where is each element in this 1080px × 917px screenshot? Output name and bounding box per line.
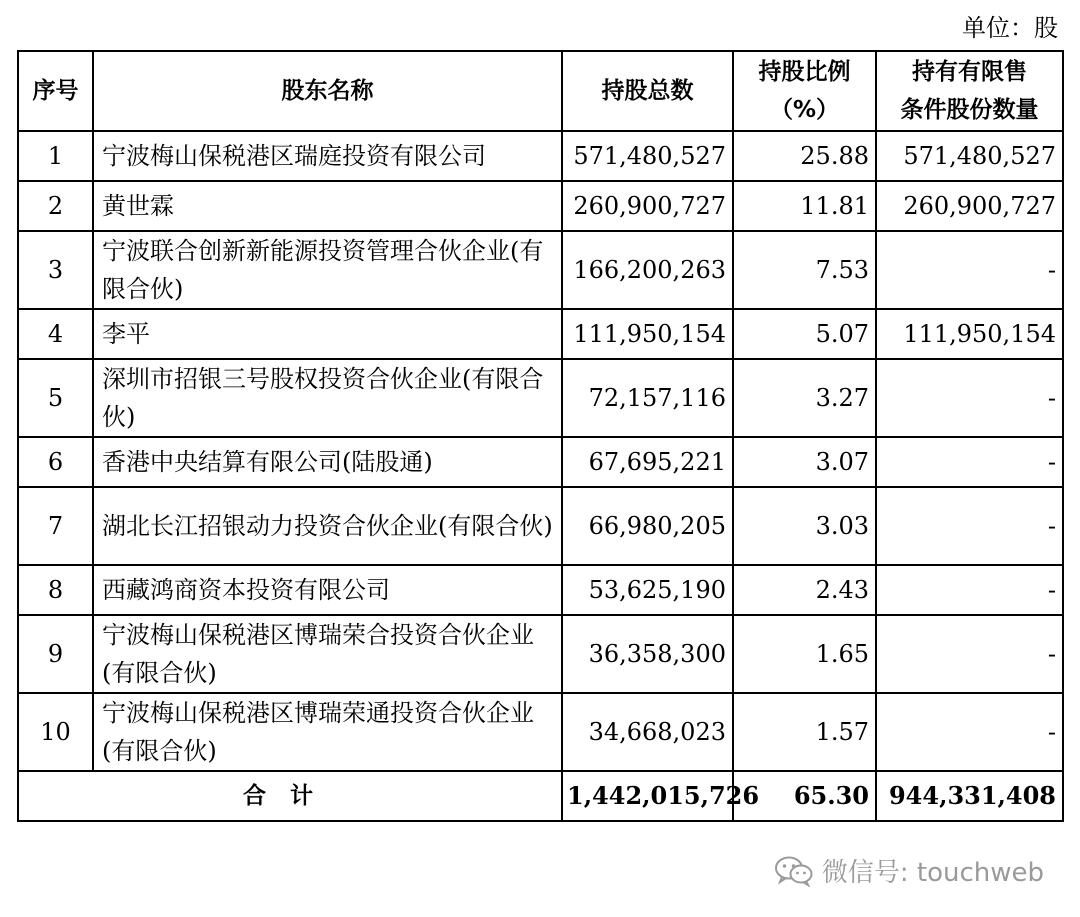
table-row — [18, 437, 1063, 487]
table-header-row — [18, 51, 1063, 131]
cell-total: 53,625,190 — [562, 565, 733, 615]
table-row — [18, 181, 1063, 231]
cell-total: 36,358,300 — [562, 615, 733, 693]
cell-total: 111,950,154 — [562, 309, 733, 359]
cell-ratio: 7.53 — [733, 231, 876, 309]
cell-ratio: 1.65 — [733, 615, 876, 693]
cell-limited: - — [876, 487, 1063, 565]
cell-name: 黄世霖 — [93, 181, 562, 231]
table-row — [18, 615, 1063, 693]
cell-name: 湖北长江招银动力投资合伙企业(有限合伙) — [93, 487, 562, 565]
cell-no: 4 — [18, 309, 93, 359]
table-row — [18, 309, 1063, 359]
wechat-watermark — [774, 852, 1044, 889]
cell-name: 宁波梅山保税港区博瑞荣通投资合伙企业(有限合伙) — [93, 693, 562, 771]
cell-name: 香港中央结算有限公司(陆股通) — [93, 437, 562, 487]
wechat-icon — [774, 855, 814, 887]
total-row — [18, 771, 1063, 821]
header-limited-line1: 持有有限售 — [912, 59, 1027, 85]
cell-no: 7 — [18, 487, 93, 565]
table-row — [18, 231, 1063, 309]
header-total: 持股总数 — [562, 51, 733, 131]
unit-label: 单位：股 — [962, 14, 1058, 42]
cell-total: 34,668,023 — [562, 693, 733, 771]
cell-limited: - — [876, 437, 1063, 487]
total-label: 合计 — [18, 771, 562, 821]
total-ratio: 65.30 — [733, 771, 876, 821]
total-shares: 1,442,015,726 — [562, 771, 733, 821]
cell-no: 3 — [18, 231, 93, 309]
cell-name: 西藏鸿商资本投资有限公司 — [93, 565, 562, 615]
table-row — [18, 131, 1063, 181]
cell-total: 571,480,527 — [562, 131, 733, 181]
table-row — [18, 359, 1063, 437]
cell-ratio: 3.07 — [733, 437, 876, 487]
cell-limited: 260,900,727 — [876, 181, 1063, 231]
cell-no: 8 — [18, 565, 93, 615]
cell-name: 宁波联合创新新能源投资管理合伙企业(有限合伙) — [93, 231, 562, 309]
cell-no: 1 — [18, 131, 93, 181]
cell-no: 2 — [18, 181, 93, 231]
header-limited-line2: 条件股份数量 — [900, 97, 1039, 123]
cell-no: 9 — [18, 615, 93, 693]
cell-name: 李平 — [93, 309, 562, 359]
table-row — [18, 565, 1063, 615]
cell-ratio: 3.03 — [733, 487, 876, 565]
cell-ratio: 11.81 — [733, 181, 876, 231]
cell-name: 宁波梅山保税港区瑞庭投资有限公司 — [93, 131, 562, 181]
cell-total: 67,695,221 — [562, 437, 733, 487]
cell-limited: - — [876, 231, 1063, 309]
cell-ratio: 2.43 — [733, 565, 876, 615]
cell-name: 深圳市招银三号股权投资合伙企业(有限合伙) — [93, 359, 562, 437]
header-ratio-line1: 持股比例 — [758, 59, 851, 85]
cell-limited: - — [876, 693, 1063, 771]
header-ratio — [733, 51, 876, 131]
cell-limited: - — [876, 615, 1063, 693]
cell-ratio: 1.57 — [733, 693, 876, 771]
watermark-text: 微信号: touchweb — [821, 858, 1044, 888]
header-no: 序号 — [18, 51, 93, 131]
cell-name: 宁波梅山保税港区博瑞荣合投资合伙企业(有限合伙) — [93, 615, 562, 693]
total-limited: 944,331,408 — [876, 771, 1063, 821]
cell-limited: - — [876, 565, 1063, 615]
header-name: 股东名称 — [93, 51, 562, 131]
header-ratio-line2: （%） — [769, 97, 840, 123]
cell-limited: 111,950,154 — [876, 309, 1063, 359]
cell-no: 5 — [18, 359, 93, 437]
cell-limited: 571,480,527 — [876, 131, 1063, 181]
cell-ratio: 3.27 — [733, 359, 876, 437]
cell-no: 10 — [18, 693, 93, 771]
header-limited — [876, 51, 1063, 131]
table-row — [18, 693, 1063, 771]
cell-total: 72,157,116 — [562, 359, 733, 437]
cell-total: 260,900,727 — [562, 181, 733, 231]
shareholder-table — [17, 50, 1064, 822]
cell-no: 6 — [18, 437, 93, 487]
cell-ratio: 25.88 — [733, 131, 876, 181]
cell-limited: - — [876, 359, 1063, 437]
cell-total: 66,980,205 — [562, 487, 733, 565]
table-row — [18, 487, 1063, 565]
cell-ratio: 5.07 — [733, 309, 876, 359]
cell-total: 166,200,263 — [562, 231, 733, 309]
